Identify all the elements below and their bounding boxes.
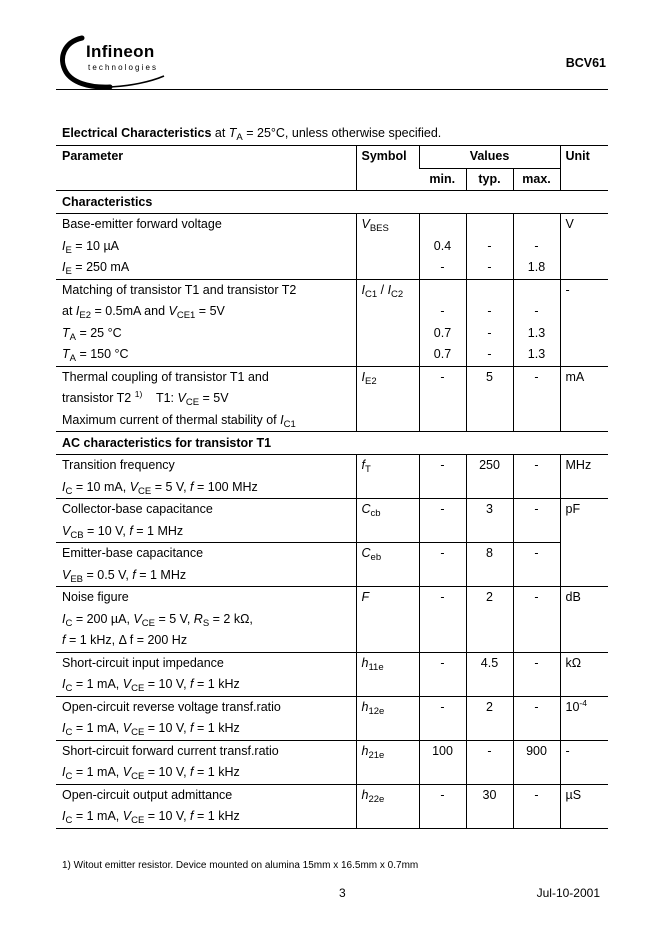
- table-row: Short-circuit forward current transf.ratio $I_C = 1$ mA, $V_{CE} = 10$ V, f = 1 kHz $h_{21e}$ 100 - 900 -: [56, 740, 608, 784]
- table-row: Open-circuit output admittance $I_C = 1$ mA, $V_{CE} = 10$ V, f = 1 kHz $h_{22e}$ - 30 - µS: [56, 784, 608, 828]
- logo-name: Infineon: [86, 42, 155, 61]
- logo-subtitle: technologies: [88, 63, 159, 72]
- header-typ: typ.: [466, 168, 513, 191]
- table-row: Short-circuit input impedance $I_C = 1$ mA, $V_{CE} = 10$ V, f = 1 kHz $h_{11e}$ - 4.5 - kΩ: [56, 652, 608, 696]
- section-characteristics: Characteristics: [56, 191, 608, 214]
- electrical-characteristics-table: [56, 145, 608, 829]
- header-max: max.: [513, 168, 560, 191]
- caption-title: Electrical Characteristics: [62, 126, 212, 140]
- header-symbol: Symbol: [356, 146, 419, 191]
- document-date: Jul-10-2001: [536, 886, 600, 900]
- table-header-row: [56, 146, 608, 169]
- header-rule: [56, 89, 608, 90]
- table-caption: Electrical Characteristics at $T_A = 25^\circ C$, unless otherwise specified.: [62, 126, 442, 143]
- table-row: Collector-base capacitance $V_{CB} = 10$ V, f = 1 MHz $C_{cb}$ - 3 - pF: [56, 499, 608, 543]
- header-values: Values: [419, 146, 560, 169]
- table-row: Transition frequency $I_C = 10$ mA, $V_{CE} = 5$ V, f = 100 MHz $f_T$ - 250 - MHz: [56, 455, 608, 499]
- part-number: BCV61: [565, 56, 606, 70]
- header-unit: Unit: [560, 146, 608, 191]
- header-parameter: Parameter: [56, 146, 356, 191]
- table-row: Noise figure $I_C = 200$ µA, $V_{CE} = 5$ V, $R_S = 2$ kΩ, f = 1 kHz, Δ f = 200 Hz F - 2 - dB: [56, 587, 608, 653]
- table-row: Base-emitter forward voltage $I_E = 10$ µA $I_E = 250$ mA $V_{BES}$ 0.4 - - - - 1.8 V: [56, 214, 608, 280]
- page-number: 3: [339, 886, 346, 900]
- section-ac-characteristics: AC characteristics for transistor T1: [56, 432, 608, 455]
- table-row: Emitter-base capacitance $V_{EB} = 0.5$ V, f = 1 MHz $C_{eb}$ - 8 -: [56, 543, 608, 587]
- table-row: Thermal coupling of transistor T1 and transistor T2 $^{1)}$ T1: $V_{CE} = 5V$ Maximum current of thermal stability of $I_{C1}$ $I_{E2}$ - 5 - mA: [56, 366, 608, 432]
- header-min: min.: [419, 168, 466, 191]
- table-row: Open-circuit reverse voltage transf.ratio $I_C = 1$ mA, $V_{CE} = 10$ V, f = 1 kHz $h_{12e}$ - 2 - $10^{-4}$: [56, 696, 608, 740]
- infineon-logo: [58, 32, 168, 90]
- footnote: 1) Witout emitter resistor. Device mounted on alumina 15mm x 16.5mm x 0.7mm: [62, 860, 419, 871]
- table-row: Matching of transistor T1 and transistor T2 at $I_{E2} = 0.5mA$ and $V_{CE1} = 5V$ $T_A = 25$ °C $T_A = 150$ °C $I_{C1} / I_{C2}$ - 0.7 0.7 - - - - 1.3 1.3 -: [56, 279, 608, 366]
